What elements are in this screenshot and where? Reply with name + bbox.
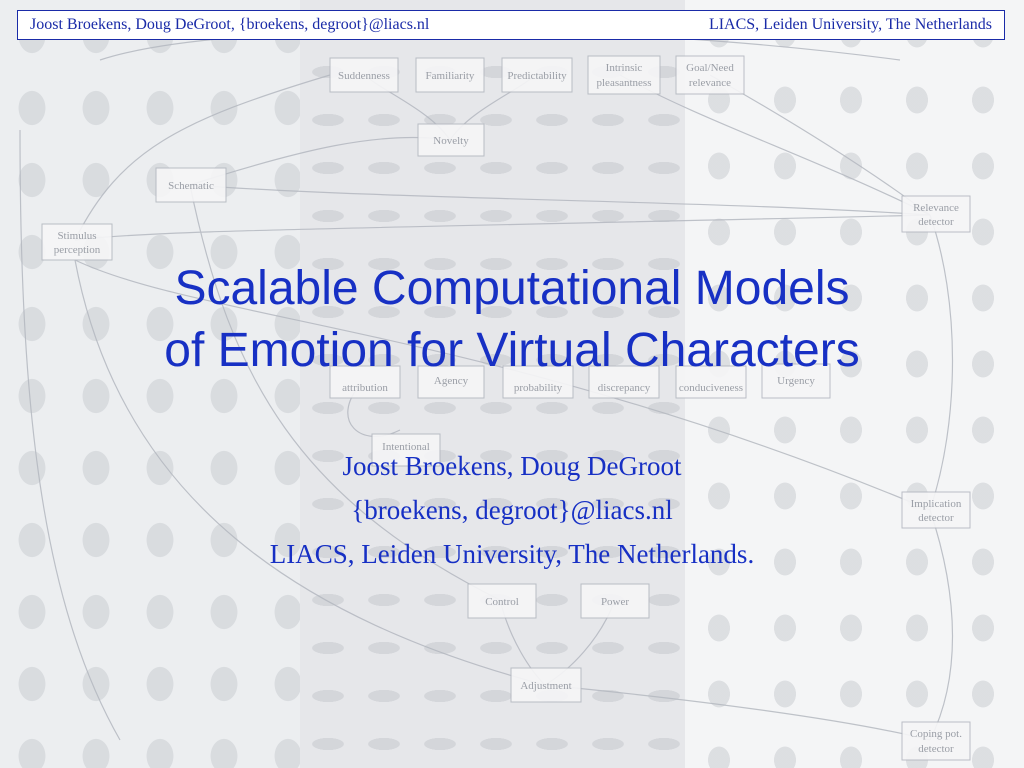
node-coping-line1: Coping pot. xyxy=(910,728,962,740)
node-novelty: Novelty xyxy=(433,135,469,147)
slide-title xyxy=(0,258,1024,382)
node-relevance-line2: detector xyxy=(918,216,954,228)
node-agency: Agency xyxy=(433,375,469,387)
title-line-1: Scalable Computational Models xyxy=(174,262,850,315)
node-attribution: attribution xyxy=(342,382,388,394)
node-suddenness: Suddenness xyxy=(338,70,390,82)
header-authors: Joost Broekens, Doug DeGroot, {broekens, degroot}@liacs.nl xyxy=(30,16,430,33)
author-names: Joost Broekens, Doug DeGroot xyxy=(342,451,682,481)
node-intrinsic-line2: pleasantness xyxy=(596,77,652,89)
author-email: {broekens, degroot}@liacs.nl xyxy=(351,495,673,525)
node-schematic: Schematic xyxy=(168,180,214,192)
header-affiliation: LIACS, Leiden University, The Netherlands xyxy=(708,16,992,33)
author-block xyxy=(0,444,1024,576)
node-goal-line2: relevance xyxy=(688,77,732,89)
node-power: Power xyxy=(600,596,630,608)
node-intentional: Intentional xyxy=(382,441,430,453)
node-implication-line1: Implication xyxy=(910,498,962,510)
node-coping-line2: detector xyxy=(918,743,954,755)
node-predictability: Predictability xyxy=(507,70,567,82)
slide-header xyxy=(17,10,1005,40)
node-intrinsic-line1: Intrinsic xyxy=(605,62,643,74)
node-probability: probability xyxy=(513,382,563,394)
node-urgency: Urgency xyxy=(777,375,815,387)
node-adjustment: Adjustment xyxy=(520,680,572,692)
node-stimulus-line1: Stimulus xyxy=(57,230,97,242)
node-conduciveness: conduciveness xyxy=(678,382,744,394)
author-affiliation: LIACS, Leiden University, The Netherlands. xyxy=(269,539,755,569)
node-familiarity: Familiarity xyxy=(425,70,475,82)
node-implication-line2: detector xyxy=(918,512,954,524)
node-discrepancy: discrepancy xyxy=(597,382,651,394)
node-stimulus-line2: perception xyxy=(53,244,101,256)
node-goal-line1: Goal/Need xyxy=(686,62,734,74)
node-relevance-line1: Relevance xyxy=(913,202,959,214)
title-line-2: of Emotion for Virtual Characters xyxy=(164,324,860,377)
node-control: Control xyxy=(485,596,519,608)
